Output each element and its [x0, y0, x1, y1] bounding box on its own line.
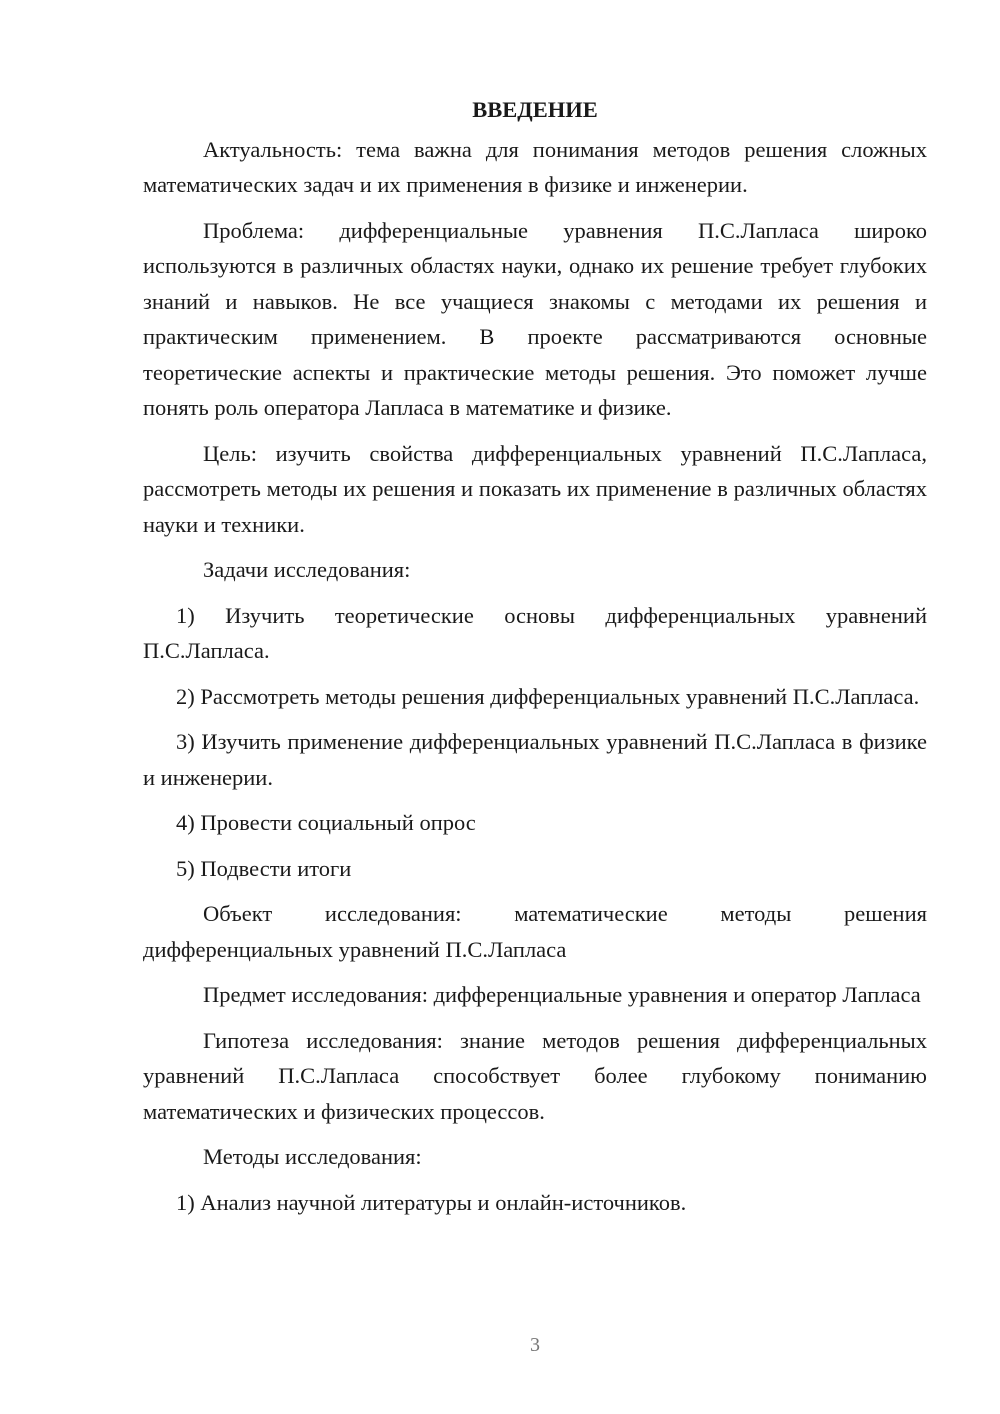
paragraph-hypothesis: Гипотеза исследования: знание методов решения дифференциальных уравнений П.С.Лапласа способствует более глубокому пониманию математических и физических процессов. — [143, 1027, 927, 1124]
page-number: 3 — [530, 1334, 540, 1356]
task-item-4: 4) Провести социальный опрос — [176, 810, 476, 835]
task-item-2: 2) Рассмотреть методы решения дифференциальных уравнений П.С.Лапласа. — [176, 683, 920, 709]
task-item-5: 5) Подвести итоги — [176, 855, 352, 881]
method-item-1: 1) Анализ научной литературы и онлайн-источников. — [176, 1189, 687, 1215]
paragraph-object: Объект исследования: математические методы решения дифференциальных уравнений П.С.Лапласа — [143, 901, 927, 962]
paragraph-goal: Цель: изучить свойства дифференциальных уравнений П.С.Лапласа, рассмотреть методы их решения и показать их применение в различных областях науки и техники. — [143, 440, 927, 537]
document-page — [143, 92, 927, 1230]
methods-heading: Методы исследования: — [203, 1144, 422, 1169]
paragraph-problem: Проблема: дифференциальные уравнения П.С.Лапласа широко используются в различных областях науки, однако их решение требует глубоких знаний и навыков. Не все учащиеся знакомы с методами их решения и практическим применением. В проекте рассматриваются основные теоретические аспекты и практические методы решения. Это поможет лучше понять роль оператора Лапласа в математике и физике. — [143, 217, 927, 420]
paragraph-subject: Предмет исследования: дифференциальные уравнения и оператор Лапласа — [203, 982, 921, 1007]
tasks-heading: Задачи исследования: — [203, 557, 411, 582]
paragraph-relevance: Актуальность: тема важна для понимания методов решения сложных математических задач и их применения в физике и инженерии. — [143, 136, 927, 197]
task-item-1: 1) Изучить теоретические основы дифференциальных уравнений П.С.Лапласа. — [143, 602, 927, 663]
section-title: ВВЕДЕНИЕ — [472, 97, 598, 122]
task-item-3: 3) Изучить применение дифференциальных уравнений П.С.Лапласа в физике и инженерии. — [143, 729, 927, 790]
